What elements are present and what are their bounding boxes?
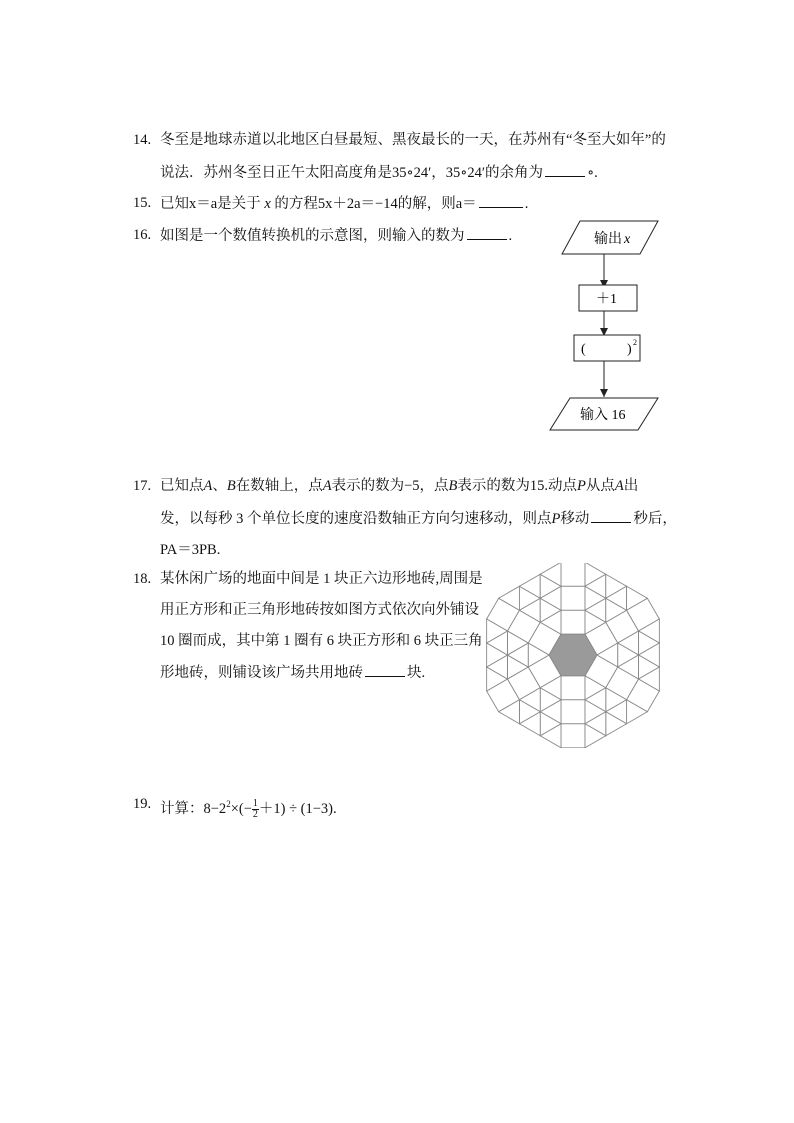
q16-text-a: 如图是一个数值转换机的示意图，则输入的数为: [160, 228, 465, 244]
q17-point-p: P: [577, 478, 586, 494]
q15-text-a: 已知x＝a是关于: [160, 196, 261, 212]
q18-line4: [160, 662, 425, 683]
q14-line2: [160, 162, 598, 183]
q17-point-p: P: [551, 511, 561, 527]
q15-text-c: .: [524, 196, 529, 212]
flow-plus-one-label: ＋1: [596, 292, 617, 307]
q17-number: 17.: [133, 478, 152, 494]
q17-point-a: A: [203, 478, 213, 494]
q18-line4-b: 块.: [407, 665, 426, 681]
q19-exponent: 2: [226, 799, 231, 809]
q19-label: 计算：: [160, 800, 204, 817]
q19-fraction: [252, 799, 259, 820]
arrow-down-icon: [600, 389, 608, 397]
q15-answer-blank: [479, 193, 523, 208]
q17-point-a: A: [614, 478, 624, 494]
q18-line4-a: 形地砖，则铺设该广场共用地砖: [160, 665, 363, 681]
square-tile: [561, 586, 585, 610]
flow-square-left: (: [581, 342, 586, 357]
q15-number: 15.: [133, 195, 152, 211]
q19-expression: [160, 794, 337, 820]
q17-point-b: B: [226, 478, 236, 494]
q14-number: 14.: [133, 132, 152, 148]
q17-point-a: A: [322, 478, 332, 494]
q14-answer-blank: [545, 162, 585, 177]
q14-line2-text: 说法．苏州冬至日正午太阳高度角是35∘24′，35∘24′的余角为: [160, 165, 544, 181]
q16-answer-blank: [467, 225, 507, 240]
q16-text-b: .: [508, 228, 513, 244]
q19-frac-den: 2: [252, 809, 258, 820]
q15-var-x: x: [264, 196, 271, 212]
q14-line2-end: ∘.: [587, 165, 598, 181]
q19-number: 19.: [133, 796, 152, 812]
q17-line1-d: 表示的数为15.动点: [457, 478, 577, 494]
q18-number: 18.: [133, 571, 152, 587]
square-tile: [561, 610, 585, 634]
flow-input-label: 输入 16: [580, 408, 626, 423]
q19-expr-c: ＋1) ÷ (1−3).: [258, 800, 337, 817]
flow-square-right: ): [627, 342, 632, 357]
q19-frac-num: 1: [252, 798, 258, 809]
q15-text-b: 的方程5x＋2a＝−14的解，则a＝: [274, 196, 477, 212]
q19-expr-b: ×(−: [230, 800, 252, 817]
flow-output-var: x: [624, 232, 631, 247]
q18-line2: 用正方形和正三角形地砖按如图方式依次向外铺设: [160, 602, 479, 618]
q14-line1: 冬至是地球赤道以北地区白昼最短、黑夜最长的一天，在苏州有“冬至大如年”的: [160, 132, 666, 148]
q16-text: [160, 225, 512, 246]
q15-text: [160, 193, 528, 214]
q17-line3: PA＝3PB.: [160, 542, 221, 558]
flow-square-exp: 2: [633, 338, 637, 347]
q17-line1-c: 表示的数为−5，点: [331, 478, 449, 494]
q18-line1: 某休闲广场的地面中间是 1 块正六边形地砖,周围是: [160, 571, 483, 587]
q18-tiling-figure: [484, 563, 662, 748]
q17-line1-a: 已知点: [160, 478, 204, 494]
q17-line1-b: 在数轴上，点: [235, 478, 323, 494]
q17-line2-a: 发，以每秒 3 个单位长度的速度沿数轴正方向匀速移动，则点: [160, 511, 552, 527]
q17-line1-e: 从点: [585, 478, 615, 494]
q18-line3: 10 圈而成，其中第 1 圈有 6 块正方形和 6 块正三角: [160, 633, 483, 649]
q18-answer-blank: [365, 662, 405, 677]
q17-line1-f: 出: [623, 478, 639, 494]
q16-flowchart: [540, 212, 670, 437]
square-tile: [561, 724, 585, 748]
q16-number: 16.: [133, 227, 152, 243]
square-tile: [561, 676, 585, 700]
q17-line1: [160, 476, 638, 496]
q17-point-b: B: [448, 478, 458, 494]
square-tile: [561, 700, 585, 724]
q17-answer-blank: [591, 508, 631, 523]
square-tile: [561, 563, 585, 586]
q17-line2-b: 移动: [560, 511, 590, 527]
q19-expr-a: 8−2: [203, 800, 227, 817]
q17-line2: [160, 508, 677, 529]
flow-output-label: 输出: [594, 232, 622, 247]
q17-sep: 、: [212, 478, 227, 494]
q17-line2-c: 秒后，: [633, 511, 677, 527]
